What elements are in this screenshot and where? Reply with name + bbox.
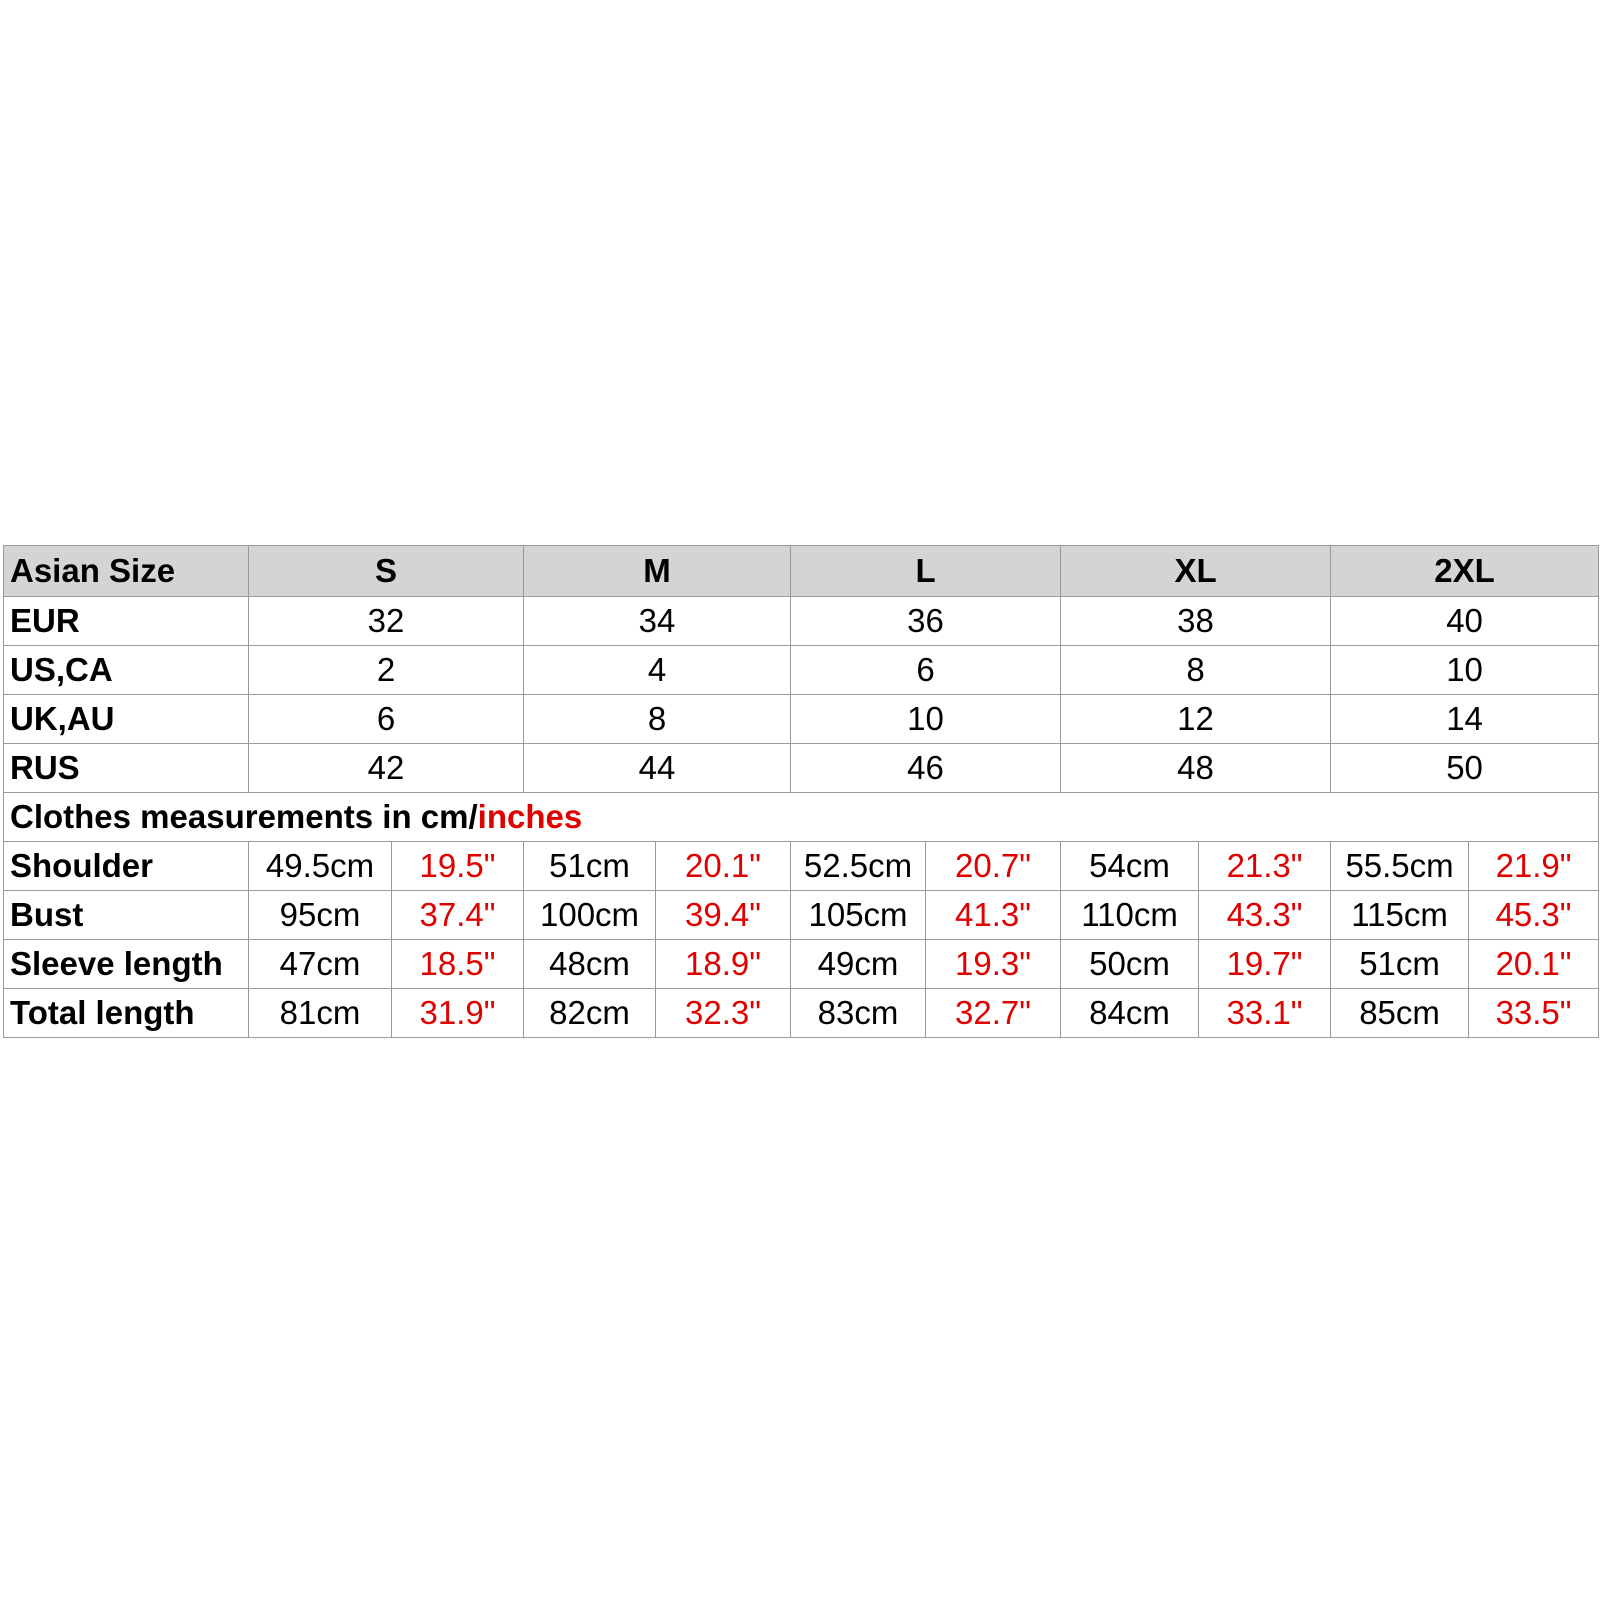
row-label: RUS — [4, 744, 249, 793]
size-header-m: M — [524, 546, 791, 597]
table-cell: 2 — [249, 646, 524, 695]
inch-cell: 39.4" — [656, 891, 791, 940]
cm-cell: 48cm — [524, 940, 656, 989]
header-label: Asian Size — [4, 546, 249, 597]
cm-cell: 83cm — [791, 989, 926, 1038]
inch-cell: 33.5" — [1469, 989, 1599, 1038]
cm-cell: 51cm — [524, 842, 656, 891]
row-label: Total length — [4, 989, 249, 1038]
measurement-row-bust — [4, 891, 1599, 940]
table-cell: 38 — [1061, 597, 1331, 646]
cm-cell: 55.5cm — [1331, 842, 1469, 891]
table-cell: 10 — [791, 695, 1061, 744]
table-cell: 6 — [791, 646, 1061, 695]
conversion-row-uk-au — [4, 695, 1599, 744]
section-heading-prefix: Clothes measurements in cm/ — [10, 798, 478, 835]
row-label: UK,AU — [4, 695, 249, 744]
size-header-l: L — [791, 546, 1061, 597]
cm-cell: 81cm — [249, 989, 392, 1038]
inch-cell: 19.7" — [1199, 940, 1331, 989]
inch-cell: 20.7" — [926, 842, 1061, 891]
table-cell: 46 — [791, 744, 1061, 793]
inch-cell: 45.3" — [1469, 891, 1599, 940]
section-row — [4, 793, 1599, 842]
table-cell: 44 — [524, 744, 791, 793]
inch-cell: 31.9" — [392, 989, 524, 1038]
table-cell: 36 — [791, 597, 1061, 646]
inch-cell: 20.1" — [656, 842, 791, 891]
inch-cell: 41.3" — [926, 891, 1061, 940]
row-label: Sleeve length — [4, 940, 249, 989]
inch-cell: 20.1" — [1469, 940, 1599, 989]
cm-cell: 49.5cm — [249, 842, 392, 891]
inch-cell: 33.1" — [1199, 989, 1331, 1038]
inch-cell: 43.3" — [1199, 891, 1331, 940]
table-cell: 40 — [1331, 597, 1599, 646]
conversion-row-rus — [4, 744, 1599, 793]
cm-cell: 47cm — [249, 940, 392, 989]
cm-cell: 54cm — [1061, 842, 1199, 891]
measurement-row-shoulder — [4, 842, 1599, 891]
inch-cell: 32.3" — [656, 989, 791, 1038]
cm-cell: 110cm — [1061, 891, 1199, 940]
table-cell: 32 — [249, 597, 524, 646]
table-cell: 4 — [524, 646, 791, 695]
table-cell: 12 — [1061, 695, 1331, 744]
size-chart-table — [3, 545, 1599, 1038]
size-header-s: S — [249, 546, 524, 597]
inch-cell: 32.7" — [926, 989, 1061, 1038]
inch-cell: 18.9" — [656, 940, 791, 989]
measurement-row-sleeve-length — [4, 940, 1599, 989]
table-cell: 6 — [249, 695, 524, 744]
cm-cell: 85cm — [1331, 989, 1469, 1038]
cm-cell: 52.5cm — [791, 842, 926, 891]
cm-cell: 115cm — [1331, 891, 1469, 940]
cm-cell: 95cm — [249, 891, 392, 940]
table-cell: 8 — [524, 695, 791, 744]
cm-cell: 100cm — [524, 891, 656, 940]
table-cell: 42 — [249, 744, 524, 793]
section-heading — [4, 793, 1599, 842]
table-cell: 10 — [1331, 646, 1599, 695]
table-cell: 14 — [1331, 695, 1599, 744]
cm-cell: 49cm — [791, 940, 926, 989]
section-heading-suffix: inches — [477, 798, 583, 835]
inch-cell: 21.3" — [1199, 842, 1331, 891]
cm-cell: 50cm — [1061, 940, 1199, 989]
measurement-row-total-length — [4, 989, 1599, 1038]
inch-cell: 19.3" — [926, 940, 1061, 989]
row-label: Bust — [4, 891, 249, 940]
inch-cell: 19.5" — [392, 842, 524, 891]
inch-cell: 21.9" — [1469, 842, 1599, 891]
size-header-xl: XL — [1061, 546, 1331, 597]
header-row — [4, 546, 1599, 597]
table-cell: 34 — [524, 597, 791, 646]
inch-cell: 18.5" — [392, 940, 524, 989]
table-cell: 8 — [1061, 646, 1331, 695]
cm-cell: 105cm — [791, 891, 926, 940]
conversion-row-eur — [4, 597, 1599, 646]
conversion-row-us-ca — [4, 646, 1599, 695]
table-cell: 50 — [1331, 744, 1599, 793]
inch-cell: 37.4" — [392, 891, 524, 940]
cm-cell: 82cm — [524, 989, 656, 1038]
row-label: Shoulder — [4, 842, 249, 891]
cm-cell: 51cm — [1331, 940, 1469, 989]
table-cell: 48 — [1061, 744, 1331, 793]
row-label: US,CA — [4, 646, 249, 695]
size-header-2xl: 2XL — [1331, 546, 1599, 597]
cm-cell: 84cm — [1061, 989, 1199, 1038]
row-label: EUR — [4, 597, 249, 646]
